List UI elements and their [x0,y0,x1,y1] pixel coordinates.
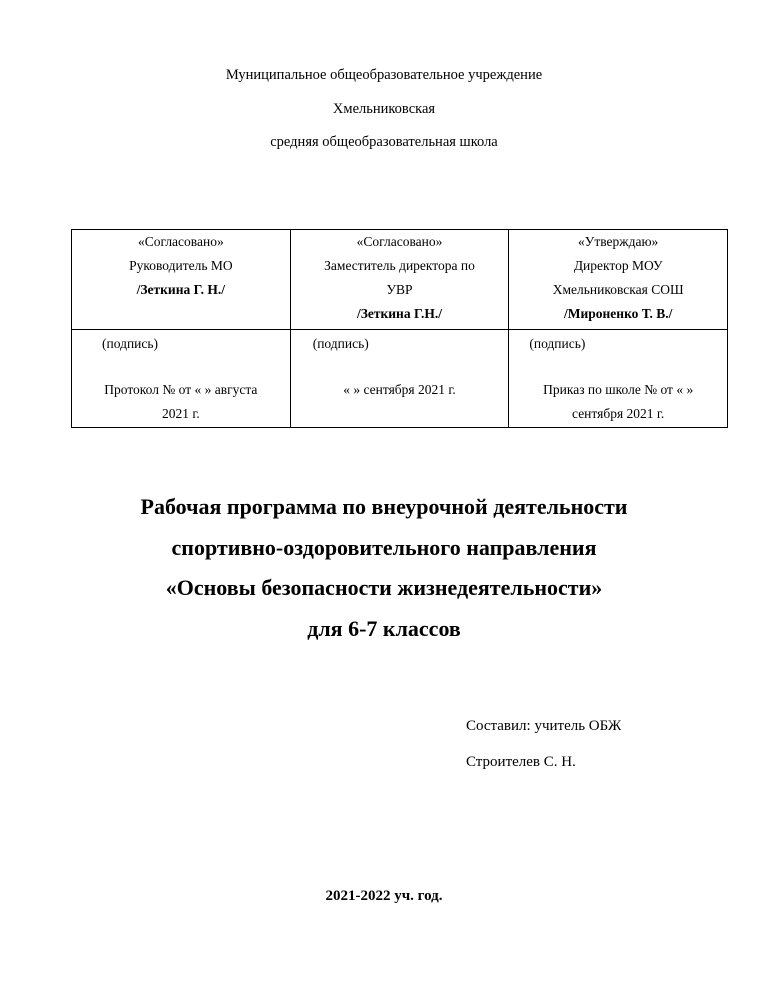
program-title-line: Рабочая программа по внеурочной деятельности [140,494,628,519]
approval-role: Заместитель директора по [324,258,475,273]
author-name: Строителев С. Н. [466,754,576,770]
approval-heading: «Согласовано» [137,234,224,249]
program-direction-line: спортивно-оздоровительного направления [171,535,597,560]
approval-role: Руководитель МО [129,258,233,273]
approvals-signatures-row [72,329,728,428]
approval-name: /Зеткина Г. Н./ [136,282,226,297]
approval-cell-mo-head [72,230,291,330]
approval-role: УВР [386,282,413,297]
signature-cell-deputy [290,329,509,428]
approvals-table [71,229,728,428]
signature-cell-director [509,329,728,428]
approval-name: /Мироненко Т. В./ [564,306,673,321]
approval-role: Хмельниковская СОШ [552,282,684,297]
school-type-line: Муниципальное общеобразовательное учреждение [225,67,543,83]
school-location-line: Хмельниковская [332,101,436,117]
protocol-line: Протокол № от « » августа [104,381,258,397]
signature-label: (подпись) [102,335,159,351]
approval-heading: «Утверждаю» [578,234,659,249]
author-role: Составил: учитель ОБЖ [466,718,622,734]
approval-cell-deputy [290,230,509,330]
approval-cell-director [509,230,728,330]
program-course-name: «Основы безопасности жизнедеятельности» [165,575,603,600]
order-line: Приказ по школе № от « » [543,381,694,397]
school-name-line: средняя общеобразовательная школа [270,134,498,150]
approval-date: « » сентября 2021 г. [343,381,456,397]
approval-heading: «Согласовано» [356,234,443,249]
program-grades: для 6-7 классов [307,616,461,641]
approvals-signers-row [72,230,728,330]
approval-name: /Зеткина Г.Н./ [357,306,443,321]
protocol-year: 2021 г. [161,405,200,421]
signature-cell-mo-head [72,329,291,428]
academic-year: 2021-2022 уч. год. [325,888,443,904]
order-date: сентября 2021 г. [572,405,665,421]
signature-label: (подпись) [312,335,369,351]
signature-label: (подпись) [529,335,586,351]
approval-role: Директор МОУ [573,258,663,273]
